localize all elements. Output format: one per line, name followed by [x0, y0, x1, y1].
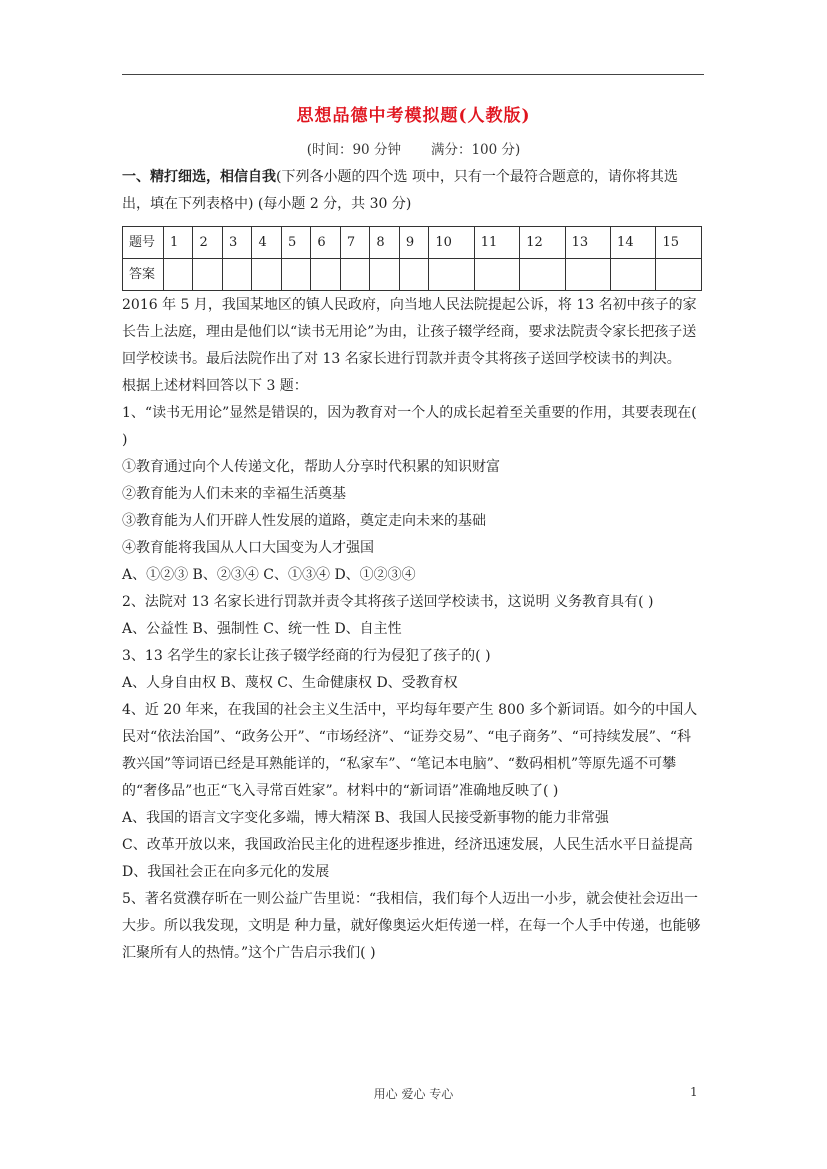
answer-cell[interactable] — [193, 259, 222, 291]
question-1-stem: 1、“读书无用论”显然是错误的，因为教育对一个人的成长起着至关重要的作用，其要表现在( ) — [122, 405, 697, 448]
question-1-statement-1: ①教育通过向个人传递文化，帮助人分享时代积累的知识财富 — [122, 459, 500, 475]
question-number-cell: 3 — [222, 227, 251, 259]
footer-motto: 用心 爱心 专心 — [373, 1087, 454, 1101]
question-number-cell: 2 — [193, 227, 222, 259]
answer-table — [122, 226, 702, 291]
answer-cell[interactable] — [340, 259, 369, 291]
question-number-cell: 10 — [429, 227, 474, 259]
question-number-cell: 11 — [474, 227, 519, 259]
question-2-stem: 2、法院对 13 名家长进行罚款并责令其将孩子送回学校读书，这说明 义务教育具有( ) — [122, 594, 654, 610]
answer-cell[interactable] — [370, 259, 399, 291]
question-number-cell: 8 — [370, 227, 399, 259]
exam-score: 满分：100 分) — [430, 142, 521, 158]
question-lead: 根据上述材料回答以下 3 题： — [122, 378, 308, 394]
question-1-options: A、①②③ B、②③④ C、①③④ D、①②③④ — [122, 567, 416, 583]
question-number-cell: 5 — [281, 227, 310, 259]
question-number-cell: 4 — [252, 227, 281, 259]
answer-cell[interactable] — [656, 259, 702, 291]
answer-cell[interactable] — [164, 259, 193, 291]
exam-time: (时间：90 分钟 — [306, 142, 401, 158]
answer-cell[interactable] — [252, 259, 281, 291]
answer-cell[interactable] — [429, 259, 474, 291]
question-number-cell: 12 — [520, 227, 565, 259]
answer-cell[interactable] — [222, 259, 251, 291]
answer-cell[interactable] — [565, 259, 610, 291]
question-3-stem: 3、13 名学生的家长让孩子辍学经商的行为侵犯了孩子的( ) — [122, 648, 491, 664]
exam-subtitle — [0, 138, 827, 158]
question-1-statement-3: ③教育能为人们开辟人性发展的道路，奠定走向未来的基础 — [122, 513, 486, 529]
question-3-options: A、人身自由权 B、蔑权 C、生命健康权 D、受教育权 — [122, 675, 458, 691]
question-1-statement-4: ④教育能将我国从人口大国变为人才强国 — [122, 540, 374, 556]
question-number-cell: 7 — [340, 227, 369, 259]
answer-cell[interactable] — [399, 259, 428, 291]
page-number: 1 — [690, 1085, 698, 1099]
question-4-options-ab: A、我国的语言文字变化多端，博大精深 B、我国人民接受新事物的能力非常强 — [122, 810, 609, 826]
section-1-intro — [122, 164, 704, 218]
question-number-cell: 15 — [656, 227, 702, 259]
answer-cell[interactable] — [311, 259, 340, 291]
question-number-cell: 13 — [565, 227, 610, 259]
answer-row-label: 答案 — [123, 259, 164, 291]
answer-cell[interactable] — [520, 259, 565, 291]
answer-cell[interactable] — [281, 259, 310, 291]
answer-table-answer-row — [123, 259, 702, 291]
question-1-statement-2: ②教育能为人们未来的幸福生活奠基 — [122, 486, 346, 502]
question-number-cell: 14 — [611, 227, 656, 259]
header-rule — [122, 74, 704, 75]
section-1-instruction: (下列各小题的四个选 项中，只有一个最符合题意的，请你将其选出，填在下列表格中) (每小题 2 分，共 30 分) — [122, 169, 678, 212]
answer-cell[interactable] — [611, 259, 656, 291]
answer-table-number-row — [123, 227, 702, 259]
material-paragraph: 2016 年 5 月，我国某地区的镇人民政府，向当地人民法院提起公诉，将 13 名初中孩子的家长告上法庭，理由是他们以“读书无用论”为由，让孩子辍学经商，要求法院责令家长把孩子送回学校读书。最后法院作出了对 13 名家长进行罚款并责令其将孩子送回学校读书的判决。 — [122, 297, 697, 367]
section-1-heading: 一、精打细选，相信自我 — [122, 169, 276, 185]
question-4-stem: 4、近 20 年来，在我国的社会主义生活中，平均每年要产生 800 多个新词语。如今的中国人民对“依法治国”、“政务公开”、“市场经济”、“证券交易”、“电子商务”、“可持续发展”、“科教兴国”等词语已经是耳熟能详的，“私家车”、“笔记本电脑”、“数码相机”等原先遥不可攀的“奢侈品”也正“飞入寻常百姓家”。材料中的“新词语”准确地反映了( ) — [122, 702, 698, 799]
question-number-cell: 6 — [311, 227, 340, 259]
exam-body — [122, 164, 704, 967]
question-2-options: A、公益性 B、强制性 C、统一性 D、自主性 — [122, 621, 402, 637]
exam-title: 思想品德中考模拟题(人教版) — [296, 106, 531, 126]
question-number-cell: 9 — [399, 227, 428, 259]
question-5-stem: 5、著名赏濮存昕在一则公益广告里说：“我相信，我们每个人迈出一小步，就会使社会迈出一大步。所以我发现，文明是 种力量，就好像奥运火炬传递一样，在每一个人手中传递，也能够汇聚所有人的热情。”这个广告启示我们( ) — [122, 891, 701, 961]
question-4-options-cd: C、改革开放以来，我国政治民主化的进程逐步推进，经济迅速发展，人民生活水平日益提高 D、我国社会正在向多元化的发展 — [122, 837, 693, 880]
number-row-label: 题号 — [123, 227, 164, 259]
question-number-cell: 1 — [164, 227, 193, 259]
answer-cell[interactable] — [474, 259, 519, 291]
